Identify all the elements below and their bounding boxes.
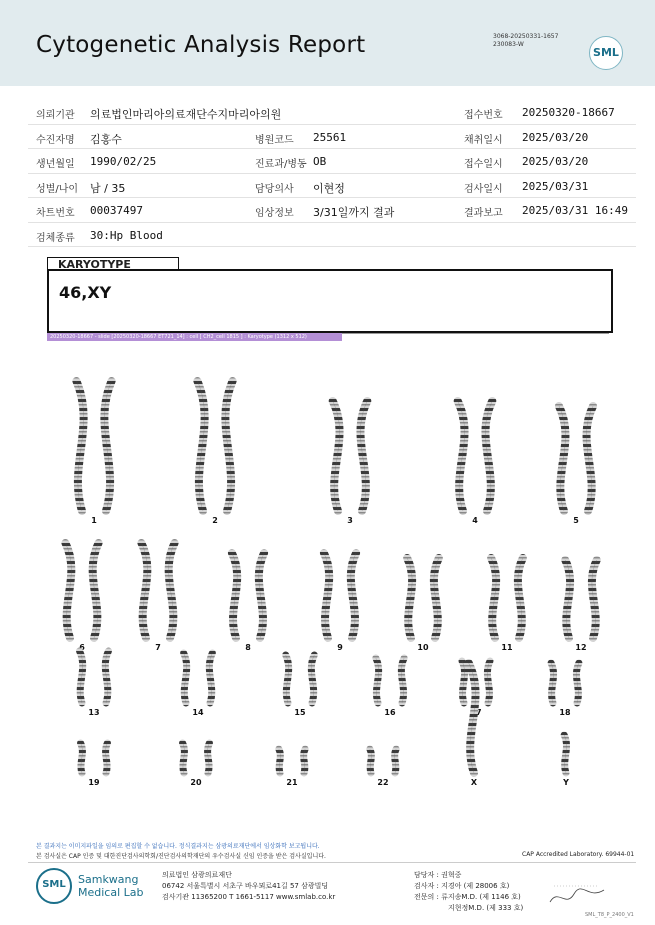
chromosome-label: 12 [575,643,587,652]
report-header [0,0,655,86]
chromosome-label: 15 [294,708,306,717]
chromosome-label: 16 [384,708,396,717]
chromosome-6 [65,543,71,638]
karyotype-heading: KARYOTYPE [47,257,179,270]
chromosome-5 [559,406,566,511]
info-row: 생년월일 1990/02/25 진료과/병동 OB 접수일시 2025/03/20 [28,149,636,174]
chromosome-label: 8 [245,643,251,652]
divider [28,862,636,863]
staff-list: 담당자 : 권혁중 검사자 : 지경아 (제 28006 호) 전문의 : 류지송M.D. (제 1146 호) 지현정M.D. (제 333 호) [414,871,524,912]
chromosome-5 [587,406,594,511]
chromosome-label: 17 [470,708,482,717]
signature [548,880,608,910]
karyogram-image [0,345,655,800]
chromosome-label: 2 [212,516,218,525]
chromosome-1 [104,381,111,511]
karyogram-caption: 20250320-18667 - slide [20250320-18667 ET721_14] : cell [ CH2_cell 1815 ] : Karyotype (1312 x 512) [47,333,342,341]
chromosome-2 [225,381,232,511]
chromosome-label: 22 [377,778,389,787]
chromosome-1 [76,381,83,511]
chromosome-8 [232,553,237,638]
chromosome-4 [458,401,465,511]
chromosome-X [469,663,476,773]
report-code: 3068-20250331-1657 230083-W [493,33,559,48]
footer-notice: 본 결과지는 이미지파일을 임의로 편집할 수 없습니다. 정식결과지는 삼광의료재단에서 임상화학 보고됩니다. [36,843,320,850]
chromosome-label: 5 [573,516,579,525]
cap-accreditation: CAP Accredited Laboratory. 69944-01 [522,851,635,858]
report-title: Cytogenetic Analysis Report [36,32,366,58]
form-number: SML_T8_P_2400_V1 [585,912,634,918]
chromosome-label: 6 [79,643,85,652]
chromosome-4 [485,401,492,511]
chromosome-9 [324,553,329,638]
chromosome-label: 1 [91,516,97,525]
info-row: 의뢰기관 의료법인마리아의료재단수지마리아의원 접수번호 20250320-18667 [28,100,636,125]
chromosome-label: 20 [190,778,202,787]
info-row: 차트번호 00037497 임상정보 3/31일까지 결과 결과보고 2025/03/31 16:49 [28,198,636,223]
chromosome-label: 11 [501,643,513,652]
chromosome-label: 18 [559,708,571,717]
info-row: 성별/나이 남 / 35 담당의사 이현정 검사일시 2025/03/31 [28,174,636,199]
org-name: Samkwang Medical Lab [78,873,144,899]
chromosome-label: Y [563,778,569,787]
chromosome-3 [333,401,340,511]
chromosome-7 [141,543,147,638]
info-row: 검체종류 30:Hp Blood [28,223,636,248]
footer-accreditation: 본 검사실은 CAP 인증 및 대한진단검사의학회/진단검사의학재단의 우수검사실 신임 인증을 받은 검사실입니다. [36,853,326,860]
chromosome-6 [93,543,99,638]
chromosome-label: 10 [417,643,429,652]
chromosome-label: 9 [337,643,343,652]
chromosome-label: 7 [155,643,161,652]
chromosome-8 [259,553,264,638]
karyotype-result-box [47,269,613,333]
chromosome-label: 13 [88,708,100,717]
org-address: 의료법인 삼광의료재단 06742 서울특별시 서초구 바우뫼로41길 57 삼광빌딩 검사기관 11365200 T 1661-5117 www.smlab.co.kr [162,871,336,901]
chromosome-label: 4 [472,516,478,525]
chromosome-label: 3 [347,516,353,525]
patient-info-table [28,100,636,247]
chromosome-9 [351,553,356,638]
chromosome-label: 21 [286,778,298,787]
chromosome-label: X [470,778,478,787]
chromosome-label: 14 [192,708,204,717]
sml-footer-logo: SML [36,868,72,904]
sml-logo: SML [589,36,623,70]
chromosome-2 [197,381,204,511]
chromosome-7 [169,543,175,638]
chromosome-label: 19 [88,778,100,787]
info-row: 수진자명 김홍수 병원코드 25561 채취일시 2025/03/20 [28,125,636,150]
chromosome-3 [360,401,367,511]
karyotype-result: 46,XY [59,283,112,302]
